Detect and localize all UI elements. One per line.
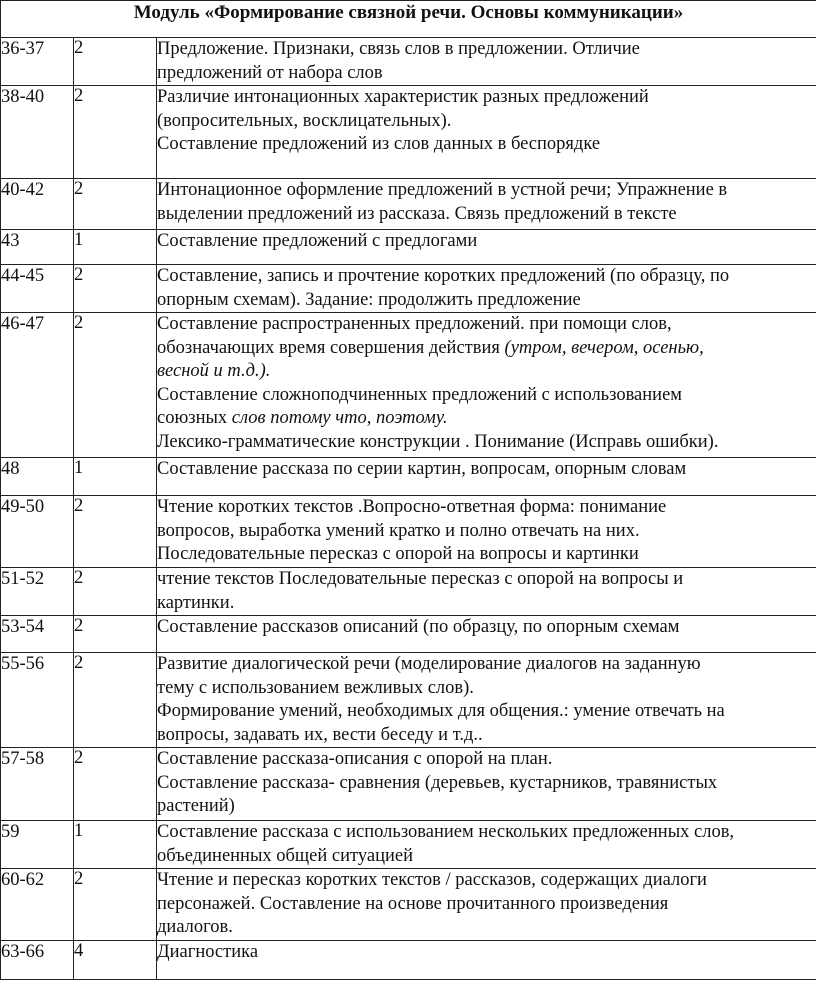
lesson-topic	[157, 458, 816, 496]
table-row	[1, 313, 816, 458]
lesson-number: 48	[1, 458, 74, 496]
topic-text: Составление сложноподчиненных предложений с использованием	[157, 384, 682, 405]
topic-text: картинки.	[157, 592, 235, 613]
topic-text: вопросов, выработка умений кратко и полно отвечать на них.	[157, 520, 640, 541]
topic-line	[157, 616, 816, 640]
table-row	[1, 38, 816, 86]
topic-line	[157, 458, 816, 482]
topic-line	[157, 230, 816, 254]
hours-value: 2	[74, 568, 84, 588]
lesson-topic	[157, 313, 816, 458]
topic-line	[157, 496, 816, 520]
topic-text: чтение текстов Последовательные пересказ с опорой на вопросы и	[157, 569, 684, 589]
table-row	[1, 230, 816, 265]
lesson-number: 55-56	[1, 653, 74, 748]
hours-count	[74, 616, 157, 653]
topic-line	[157, 313, 816, 337]
topic-text-italic: (утром, вечером, осенью,	[504, 337, 704, 358]
hours-count	[74, 748, 157, 821]
hours-count	[74, 179, 157, 230]
topic-text: объединенных общей ситуацией	[157, 845, 413, 866]
table-row	[1, 568, 816, 616]
topic-text: Составление рассказа-описания с опорой на план.	[157, 749, 553, 769]
topic-text-italic: слов потому что, поэтому.	[231, 408, 448, 428]
module-header-row	[1, 1, 816, 38]
topic-line	[157, 724, 816, 748]
topic-line	[157, 592, 816, 616]
hours-value: 1	[74, 821, 84, 841]
lesson-number: 53-54	[1, 616, 74, 653]
lesson-number: 36-37	[1, 38, 74, 86]
lesson-topic	[157, 616, 816, 653]
topic-line	[157, 869, 816, 893]
topic-line	[157, 203, 816, 227]
topic-text: вопросы, задавать их, вести беседу и т.д..	[157, 724, 483, 745]
lesson-topic	[157, 748, 816, 821]
hours-count	[74, 496, 157, 568]
topic-text: (вопросительных, восклицательных).	[157, 110, 452, 131]
table-row	[1, 653, 816, 748]
lesson-topic	[157, 179, 816, 230]
hours-value: 1	[74, 458, 84, 478]
topic-text: предложений от набора слов	[157, 62, 383, 83]
hours-value: 2	[74, 869, 84, 889]
lesson-number: 49-50	[1, 496, 74, 568]
topic-line	[157, 543, 816, 567]
topic-line	[157, 289, 816, 313]
topic-text: Составление распространенных предложений. при помощи слов,	[157, 314, 672, 334]
hours-count	[74, 458, 157, 496]
table-row	[1, 748, 816, 821]
topic-line	[157, 384, 816, 408]
table-row	[1, 179, 816, 230]
topic-line	[157, 431, 816, 455]
topic-line	[157, 845, 816, 869]
table-row	[1, 458, 816, 496]
lesson-topic	[157, 568, 816, 616]
topic-text: опорным схемам). Задание: продолжить предложение	[157, 289, 581, 310]
hours-count	[74, 941, 157, 980]
topic-text: Формирование умений, необходимых для общения.: умение отвечать на	[157, 701, 725, 721]
topic-line	[157, 62, 816, 86]
hours-count	[74, 265, 157, 313]
lesson-number: 60-62	[1, 869, 74, 941]
lesson-topic	[157, 653, 816, 748]
table-row	[1, 869, 816, 941]
lesson-topic	[157, 821, 816, 869]
topic-line	[157, 821, 816, 845]
topic-text: персонажей. Составление на основе прочитанного произведения	[157, 893, 669, 914]
lesson-number: 63-66	[1, 941, 74, 980]
hours-value: 2	[74, 748, 84, 768]
lesson-topic	[157, 38, 816, 86]
hours-count	[74, 869, 157, 941]
topic-line	[157, 677, 816, 701]
topic-line	[157, 748, 816, 772]
topic-text: Диагностика	[157, 942, 259, 962]
table-row	[1, 616, 816, 653]
lesson-number: 38-40	[1, 86, 74, 179]
topic-text: Составление рассказа- сравнения (деревьев, кустарников, травянистых	[157, 772, 718, 793]
topic-text: обозначающих время совершения действия	[157, 337, 505, 358]
lesson-number: 43	[1, 230, 74, 265]
hours-value: 2	[74, 616, 84, 636]
lesson-number: 44-45	[1, 265, 74, 313]
topic-line	[157, 337, 816, 361]
topic-line	[157, 360, 816, 384]
topic-line	[157, 407, 816, 431]
topic-text: диалогов.	[157, 917, 233, 937]
topic-line	[157, 133, 816, 157]
topic-line	[157, 179, 816, 203]
topic-text: Составление рассказа с использованием нескольких предложенных слов,	[157, 822, 735, 842]
hours-count	[74, 568, 157, 616]
table-body	[1, 1, 816, 980]
topic-line	[157, 795, 816, 819]
table-row	[1, 496, 816, 568]
topic-text: Составление предложений с предлогами	[157, 231, 478, 251]
topic-line	[157, 110, 816, 134]
hours-count	[74, 38, 157, 86]
topic-text: Различие интонационных характеристик разных предложений	[157, 87, 649, 107]
hours-value: 1	[74, 230, 84, 250]
topic-text: Лексико-грамматические конструкции . Понимание (Исправь ошибки).	[157, 431, 719, 452]
topic-text: Составление рассказов описаний (по образцу, по опорным схемам	[157, 617, 680, 637]
hours-value: 2	[74, 653, 84, 673]
lesson-topic	[157, 941, 816, 980]
table-row	[1, 265, 816, 313]
hours-count	[74, 313, 157, 458]
topic-text: растений)	[157, 796, 235, 816]
hours-value: 2	[74, 38, 84, 58]
lesson-number: 40-42	[1, 179, 74, 230]
topic-text: тему с использованием вежливых слов).	[157, 677, 474, 698]
hours-count	[74, 230, 157, 265]
topic-line	[157, 941, 816, 965]
topic-line	[157, 568, 816, 592]
lesson-topic	[157, 230, 816, 265]
topic-text: Составление предложений из слов данных в беспорядке	[157, 134, 601, 154]
lesson-number: 46-47	[1, 313, 74, 458]
topic-line	[157, 893, 816, 917]
hours-count	[74, 653, 157, 748]
topic-text: Развитие диалогической речи (моделирование диалогов на заданную	[157, 654, 701, 674]
table-row	[1, 86, 816, 179]
topic-text-italic: весной и т.д.).	[157, 361, 271, 381]
hours-value: 2	[74, 86, 84, 106]
topic-text: союзных	[157, 408, 232, 428]
topic-line	[157, 265, 816, 289]
hours-count	[74, 821, 157, 869]
lesson-topic	[157, 496, 816, 568]
topic-text: Интонационное оформление предложений в устной речи; Упражнение в	[157, 180, 728, 200]
hours-value: 2	[74, 313, 84, 333]
topic-text: Предложение. Признаки, связь слов в предложении. Отличие	[157, 39, 640, 59]
topic-line	[157, 86, 816, 110]
topic-text: Чтение и пересказ коротких текстов / рассказов, содержащих диалоги	[157, 870, 707, 890]
topic-text: Последовательные пересказ с опорой на вопросы и картинки	[157, 544, 639, 564]
topic-line	[157, 520, 816, 544]
hours-value: 2	[74, 496, 84, 516]
hours-value: 2	[74, 265, 84, 285]
topic-text: выделении предложений из рассказа. Связь предложений в тексте	[157, 203, 677, 224]
topic-line	[157, 772, 816, 796]
lesson-topic	[157, 265, 816, 313]
module-title: Модуль «Формирование связной речи. Основы коммуникации»	[1, 1, 816, 38]
topic-line	[157, 38, 816, 62]
topic-line	[157, 653, 816, 677]
table-row	[1, 821, 816, 869]
hours-value: 4	[74, 941, 84, 961]
topic-text: Чтение коротких текстов .Вопросно-ответная форма: понимание	[157, 497, 667, 517]
topic-line	[157, 700, 816, 724]
topic-line	[157, 916, 816, 940]
topic-text: Составление, запись и прочтение коротких предложений (по образцу, по	[157, 266, 730, 286]
hours-count	[74, 86, 157, 179]
hours-value: 2	[74, 179, 84, 199]
table-row	[1, 941, 816, 980]
topic-text: Составление рассказа по серии картин, вопросам, опорным словам	[157, 459, 687, 479]
lesson-number: 57-58	[1, 748, 74, 821]
lesson-topic	[157, 86, 816, 179]
lesson-number: 51-52	[1, 568, 74, 616]
lesson-number: 59	[1, 821, 74, 869]
lesson-topic	[157, 869, 816, 941]
